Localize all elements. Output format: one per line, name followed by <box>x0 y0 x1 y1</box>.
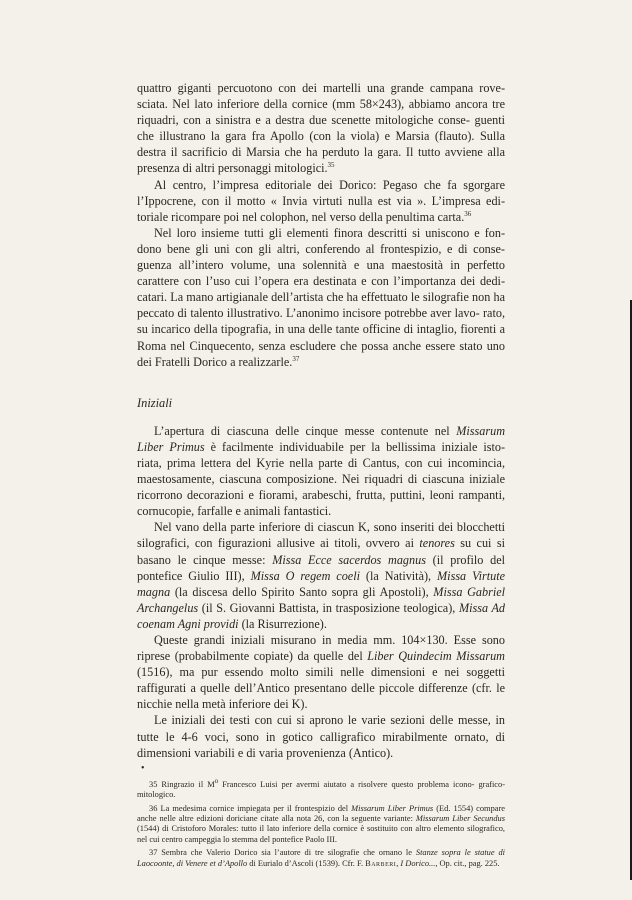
dot-mark: • <box>141 762 145 774</box>
italic-span: Missarum Liber Primus <box>137 423 505 454</box>
footnote-fn35 <box>137 776 505 801</box>
text-span: (la Risurrezione). <box>238 616 327 631</box>
footnote-ref: 36 <box>464 209 472 218</box>
text-span: Nel loro insieme tutti gli elementi finora descritti si uniscono e fon- dono bene gli uni con gli altri, conferendo al frontespizio, e di conse- guenza all’intero volume, una solennità e una maestosità in perfetto carattere con l’uso cui l’opera era destinata e con l’importanza dei dedi- catari. La mano artigianale dell’artista che ha effettuato le silografie non ha peccato di talento illustrativo. L’anonimo incisore potrebbe aver lavo- rato, su incarico della tipografia, in una delle tante officine di intaglio, fiorenti a Roma nel Cinquecento, senza escludere che possa anche essere stato uno dei Fratelli Dorico a realizzarle. <box>137 225 505 369</box>
paragraph-p6 <box>137 632 505 712</box>
paragraph-p1 <box>137 80 505 177</box>
text-span: di Eurialo d’Ascoli (1539). Cfr. F. <box>247 858 366 868</box>
footnote-ref: 37 <box>292 354 300 363</box>
footnote-ref: o <box>214 776 219 785</box>
text-span: (1516), ma pur essendo molto simili nelle dimensioni e nei soggetti raffigurati a quelle dell’Antico presentano delle piccole differenze (cfr. le nicchie nella metà inferiore dei K). <box>137 665 505 712</box>
top-paragraphs <box>137 80 505 370</box>
text-span: 35 Ringrazio il M <box>149 779 215 789</box>
italic-span: Missarum Liber Secundus <box>415 813 506 823</box>
text-span: 37 Sembra che Valerio Dorico sia l’autore di tre silografie che ornano le <box>149 848 416 858</box>
text-span: Al centro, l’impresa editoriale dei Dorico: Pegaso che fa sgorgare l’Ippocrene, con il motto « Invia virtuti nulla est via ». L’impresa edi- toriale ricompare poi nel colophon, nel verso della penultima carta. <box>137 177 505 224</box>
text-span: L’apertura di ciascuna delle cinque messe contenute nel <box>154 423 457 438</box>
text-span: (Ed. 1554) compare anche nelle altre edizioni doriciane citate alla nota 26, con la seguente variante: <box>137 803 505 823</box>
footnote-fn37 <box>137 848 505 869</box>
italic-span: Missa Gabriel Archangelus <box>137 584 506 615</box>
text-span: (la Natività), <box>360 568 438 583</box>
paragraph-p2 <box>137 177 505 225</box>
text-span: , Op. cit., pag. 225. <box>435 858 500 868</box>
italic-span: I Dorico... <box>400 858 436 868</box>
text-span: quattro giganti percuotono con dei martelli una grande campana rove- sciata. Nel lato inferiore della cornice (mm 58×243), abbiamo ancora tre riquadri, con a sinistra e a destra due scenette mitologiche conse- guenti che illustrano la gara fra Apollo (con la viola) e Marsia (flauto). Sulla destra il sacrificio di Marsia che ha perduto la gara. Il tutto avviene alla presenza di altri personaggi mitologici. <box>137 81 505 176</box>
italic-span: tenores <box>419 536 455 551</box>
italic-span: Missa O regem coeli <box>250 568 360 583</box>
text-span: (la discesa dello Spirito Santo sopra gli Apostoli), <box>170 584 434 599</box>
smallcaps-span: Barberi <box>365 858 397 868</box>
text-span: su cui si basano le cinque messe: <box>137 536 505 567</box>
footnotes <box>137 776 506 869</box>
italic-span: Missarum Liber Primus <box>351 803 434 813</box>
text-span: è facilmente individuabile per la bellissima iniziale isto- riata, prima lettera del Kyrie nella parte di Cantus, con cui incomincia, maestosamente, ciascuna composizione. Nei riquadri di ciascuna iniziale ricorrono decorazioni e fiorami, arabeschi, frutta, puttini, leoni rampanti, cornucopie, farfalle e animali fantastici. <box>137 439 506 519</box>
bottom-paragraphs <box>137 423 505 761</box>
paragraph-p7 <box>137 712 505 760</box>
italic-span: Missa Virtute magna <box>137 568 506 599</box>
paragraph-p4 <box>137 423 505 520</box>
italic-span: Missa Ad coenam Agni providi <box>137 600 506 631</box>
paragraph-p5 <box>137 519 505 632</box>
text-span: (il profilo del pontefice Giulio III), <box>137 552 506 583</box>
text-span: Nel vano della parte inferiore di ciascun K, sono inseriti dei blocchetti silografici, con figurazioni allusive ai titoli, ovvero ai <box>137 520 505 551</box>
text-span: Francesco Luisi per avermi aiutato a risolvere questo problema icono- grafico-mitologico. <box>137 779 505 800</box>
italic-span: Missa Ecce sacerdos magnus <box>272 552 426 567</box>
section-heading: Iniziali <box>137 395 173 410</box>
text-span: Queste grandi iniziali misurano in media mm. 104×130. Esse sono riprese (probabilmente copiate) da quelle del <box>137 633 505 664</box>
text-span: (il S. Giovanni Battista, in trasposizione teologica), <box>198 600 459 615</box>
italic-span: Liber Quindecim Missarum <box>367 649 505 664</box>
footnote-fn36 <box>137 804 505 846</box>
paragraph-p3 <box>137 225 505 370</box>
text-span: 36 La medesima cornice impiegata per il frontespizio del <box>149 803 352 813</box>
text-span: (1544) di Cristoforo Morales: tutto il lato inferiore della cornice è sostituito con altro elemento silografico, nel cui centro campeggia lo stemma del pontefice Paolo III. <box>137 824 505 844</box>
body-text <box>137 80 505 872</box>
italic-span: Stanze sopra le statue di Laocoonte, di Venere et d’Apollo <box>137 848 506 868</box>
footnote-ref: 35 <box>327 161 335 170</box>
text-span: , <box>396 858 401 868</box>
text-span: Le iniziali dei testi con cui si aprono le varie sezioni delle messe, in tutte le 4-6 voci, sono in gotico calligrafico mirabilmente ornato, di dimensioni variabili e di varia provenienza (Antico). <box>137 713 505 760</box>
